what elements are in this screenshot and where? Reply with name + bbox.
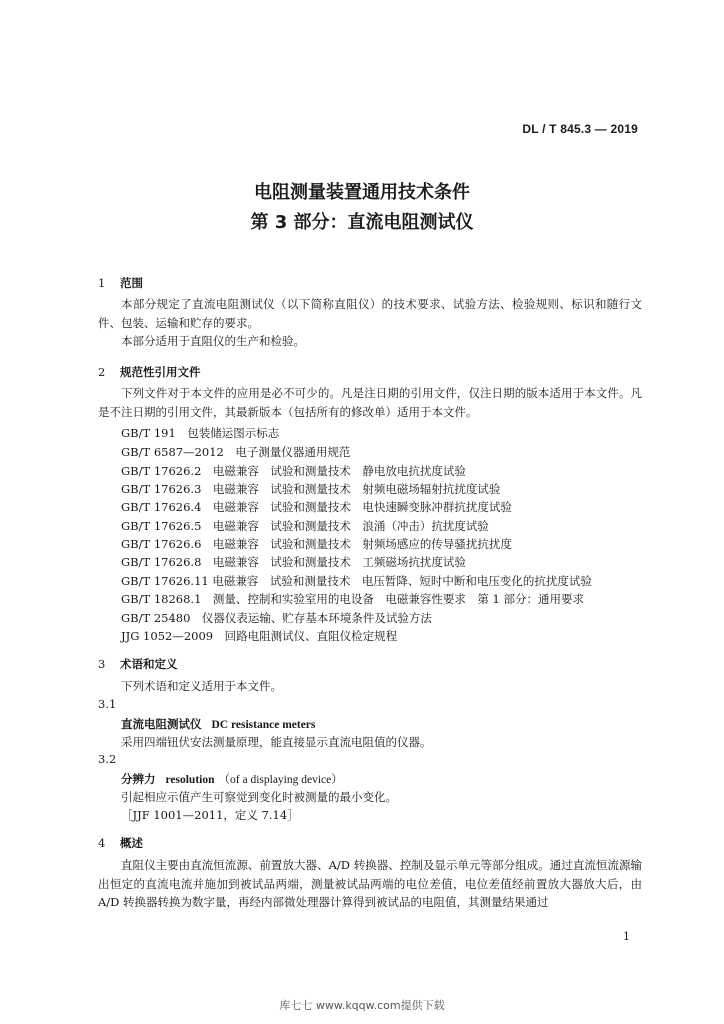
document-title: 电阻测量装置通用技术条件 [254, 182, 470, 203]
term-number: 3.1 [98, 697, 117, 711]
reference-item: GB/T 6587—2012 电子测量仪器通用规范 [121, 445, 351, 459]
paragraph: 直阻仪主要由直流恒流源、前置放大器、A/D 转换器、控制及显示单元等部分组成。通过直流恒流源输出恒定的直流电流并施加到被试品两端，测量被试品两端的电位差值，电位差值经前置放大器放大后，由 A/D 转换器转换为数字量，再经内部微处理器计算得到被试品的电阻值，其测量结果通过 [98, 858, 642, 910]
term-english: resolution [165, 774, 215, 786]
section-title: 概述 [120, 836, 143, 850]
section-number: 4 [98, 836, 106, 850]
term-chinese: 分辨力 [121, 772, 156, 786]
term-definition: 引起相应示值产生可察觉到变化时被测量的最小变化。 [121, 790, 397, 804]
reference-item: GB/T 17626.4 电磁兼容 试验和测量技术 电快速瞬变脉冲群抗扰度试验 [121, 500, 512, 514]
paragraph: 本部分适用于直阻仪的生产和检验。 [121, 334, 305, 348]
section-heading-4 [98, 835, 143, 851]
reference-item: GB/T 17626.11 电磁兼容 试验和测量技术 电压暂降、短时中断和电压变化的抗扰度试验 [121, 574, 592, 588]
section-number: 2 [98, 365, 106, 379]
term-english-qualifier: （of a displaying device） [218, 774, 343, 786]
term-english: DC resistance meters [211, 719, 316, 731]
term-definition: 采用四端钮伏安法测量原理，能直接显示直流电阻值的仪器。 [121, 735, 432, 749]
section-heading-2 [98, 364, 201, 380]
term-number: 3.2 [98, 752, 117, 766]
section-heading-1 [98, 275, 143, 291]
paragraph: 下列术语和定义适用于本文件。 [121, 679, 282, 693]
term-title [121, 771, 343, 787]
reference-item: GB/T 25480 仪器仪表运输、贮存基本环境条件及试验方法 [121, 611, 432, 625]
reference-item: GB/T 191 包装储运图示标志 [121, 426, 280, 440]
term-chinese: 直流电阻测试仪 [121, 717, 202, 731]
reference-item: GB/T 17626.3 电磁兼容 试验和测量技术 射频电磁场辐射抗扰度试验 [121, 482, 501, 496]
download-footer: 库七七 www.kqqw.com提供下载 [279, 999, 445, 1012]
paragraph: 本部分规定了直流电阻测试仪（以下简称直阻仪）的技术要求、试验方法、检验规则、标识和随行文件、包装、运输和贮存的要求。 [98, 297, 642, 330]
section-heading-3 [98, 656, 178, 672]
reference-item: GB/T 18268.1 测量、控制和实验室用的电设备 电磁兼容性要求 第 1 部分：通用要求 [121, 592, 585, 606]
reference-item: JJG 1052—2009 回路电阻测试仪、直阻仪检定规程 [121, 629, 398, 643]
section-number: 1 [98, 276, 106, 290]
standard-code: DL / T 845.3 — 2019 [522, 122, 638, 136]
reference-item: GB/T 17626.5 电磁兼容 试验和测量技术 浪涌（冲击）抗扰度试验 [121, 519, 489, 533]
reference-item: GB/T 17626.6 电磁兼容 试验和测量技术 射频场感应的传导骚扰抗扰度 [121, 537, 512, 551]
section-number: 3 [98, 657, 106, 671]
document-subtitle: 第 3 部分：直流电阻测试仪 [250, 212, 474, 233]
reference-item: GB/T 17626.8 电磁兼容 试验和测量技术 工频磁场抗扰度试验 [121, 555, 466, 569]
section-title: 规范性引用文件 [120, 365, 201, 379]
section-title: 术语和定义 [120, 657, 178, 671]
term-title [121, 716, 315, 732]
page-number: 1 [623, 930, 630, 943]
reference-item: GB/T 17626.2 电磁兼容 试验和测量技术 静电放电抗扰度试验 [121, 464, 466, 478]
section-title: 范围 [120, 276, 143, 290]
paragraph: 下列文件对于本文件的应用是必不可少的。凡是注日期的引用文件，仅注日期的版本适用于本文件。凡是不注日期的引用文件，其最新版本（包括所有的修改单）适用于本文件。 [98, 386, 642, 419]
term-source: ［JJF 1001—2011，定义 7.14］ [121, 808, 299, 822]
